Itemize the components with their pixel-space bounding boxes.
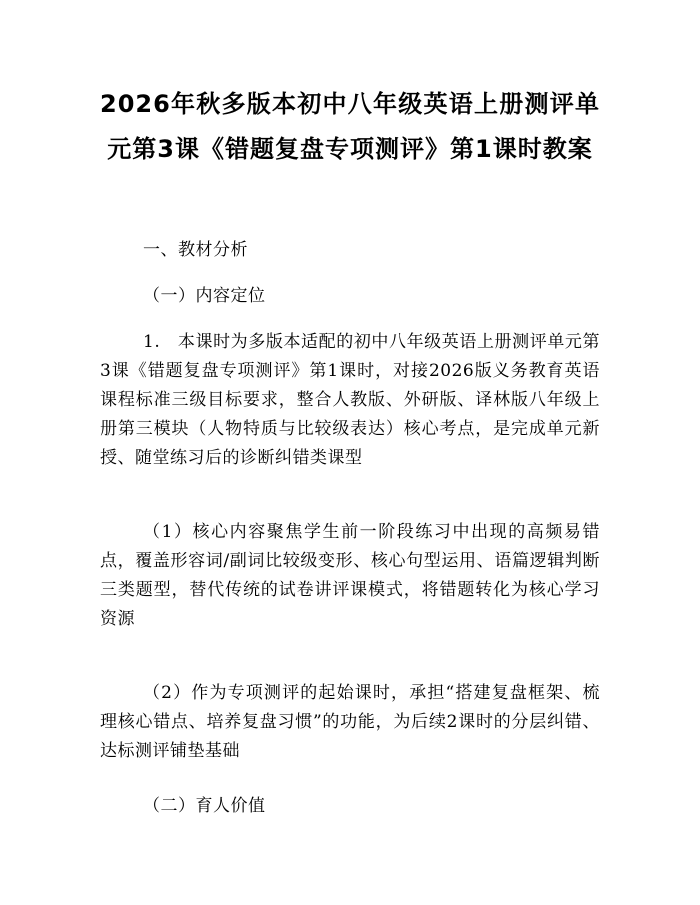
subsection-heading: （一）内容定位	[143, 286, 266, 306]
body-paragraph: 1. 本课时为多版本适配的初中八年级英语上册测评单元第3课《错题复盘专项测评》第1课时，对接2026版义务教育英语课程标准三级目标要求，整合人教版、外研版、译林版八年级上册第三模块（人物特质与比较级表达）核心考点，是完成单元新授、随堂练习后的诊断纠错类课型	[100, 332, 600, 468]
document-title: 2026年秋多版本初中八年级英语上册测评单元第3课《错题复盘专项测评》第1课时教案	[100, 90, 600, 163]
body-paragraph: （1）核心内容聚焦学生前一阶段练习中出现的高频易错点，覆盖形容词/副词比较级变形、核心句型运用、语篇逻辑判断三类题型，替代传统的试卷讲评课模式，将错题转化为核心学习资源	[100, 522, 600, 629]
section-heading: 一、教材分析	[143, 240, 248, 260]
subsection-heading: （二）育人价值	[143, 796, 266, 816]
body-paragraph: （2）作为专项测评的起始课时，承担“搭建复盘框架、梳理核心错点、培养复盘习惯”的功能，为后续2课时的分层纠错、达标测评铺垫基础	[100, 683, 600, 761]
